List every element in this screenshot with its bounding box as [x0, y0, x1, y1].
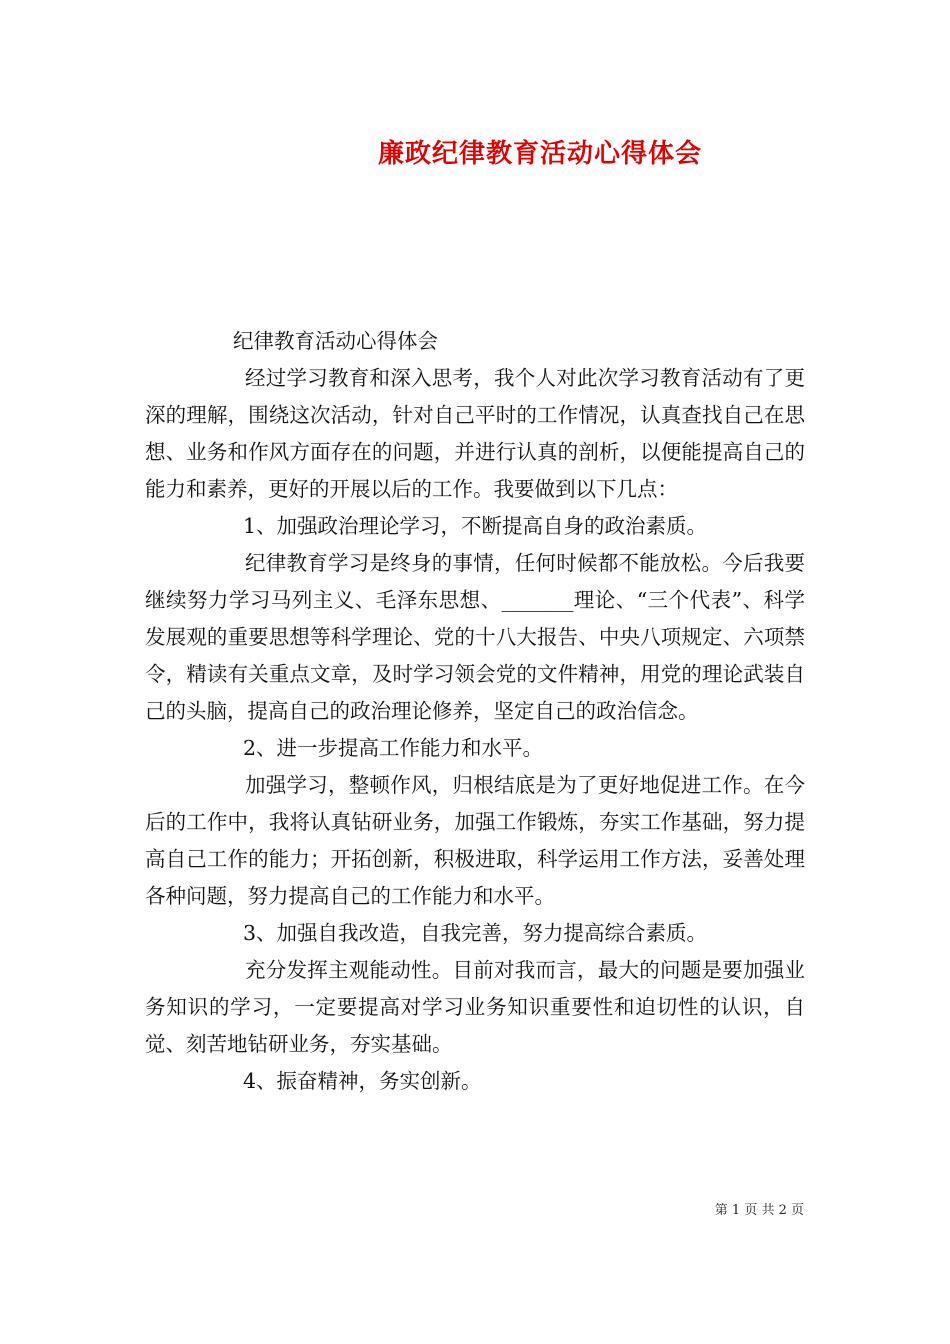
body-paragraph: 充分发挥主观能动性。目前对我而言，最大的问题是要加强业务知识的学习，一定要提高对学习业务知识重要性和迫切性的认识，自觉、刻苦地钻研业务，夯实基础。: [145, 958, 805, 1056]
body-paragraph: 加强学习，整顿作风，归根结底是为了更好地促进工作。在今后的工作中，我将认真钻研业务，加强工作锻炼，夯实工作基础，努力提高自己工作的能力；开拓创新，积极进取，科学运用工作方法，妥善处理各种问题，努力提高自己的工作能力和水平。: [145, 773, 805, 908]
section-heading-4: 4、振奋精神，务实创新。: [243, 1069, 482, 1093]
section-heading-2: 2、进一步提高工作能力和水平。: [243, 736, 544, 760]
body-paragraph: 纪律教育学习是终身的事情，任何时候都不能放松。今后我要继续努力学习马列主义、毛泽东思想、_______理论、“三个代表”、科学发展观的重要思想等科学理论、党的十八大报告、中央八项规定、六项禁令，精读有关重点文章，及时学习领会党的文件精神，用党的理论武装自己的头脑，提高自己的政治理论修养，坚定自己的政治信念。: [145, 551, 805, 723]
body-paragraph: 经过学习教育和深入思考，我个人对此次学习教育活动有了更深的理解，围绕这次活动，针对自己平时的工作情况，认真查找自己在思想、业务和作风方面存在的问题，并进行认真的剖析，以便能提高自己的能力和素养，更好的开展以后的工作。我要做到以下几点：: [145, 366, 805, 501]
page-number: 第 1 页 共 2 页: [714, 1203, 804, 1218]
document-subtitle: 纪律教育活动心得体会: [233, 329, 438, 353]
section-heading-1: 1、加强政治理论学习，不断提高自身的政治素质。: [243, 514, 708, 538]
section-heading-3: 3、加强自我改造，自我完善，努力提高综合素质。: [243, 921, 708, 945]
document-body: [145, 323, 805, 1100]
document-title: 廉政纪律教育活动心得体会: [377, 139, 702, 169]
